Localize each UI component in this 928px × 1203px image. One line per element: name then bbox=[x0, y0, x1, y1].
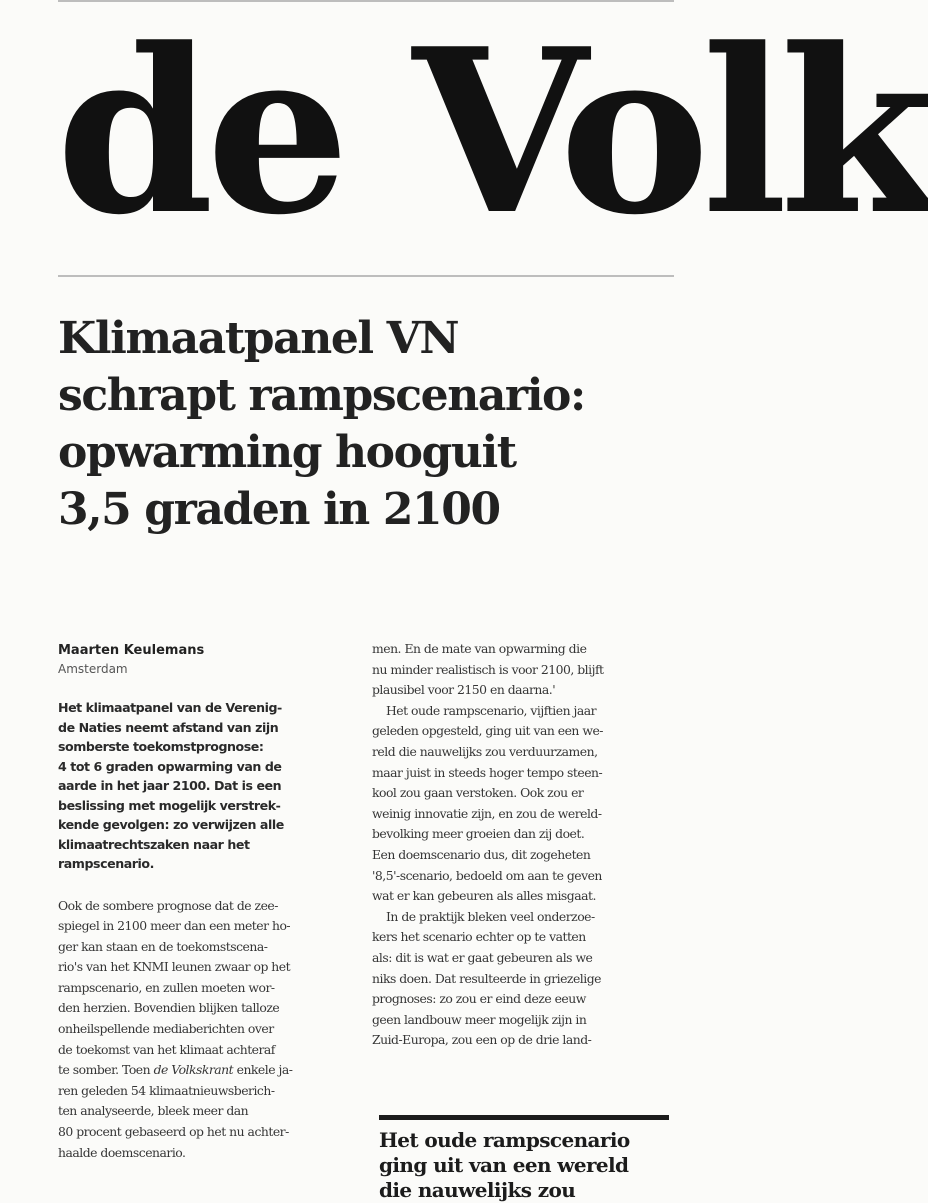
body-line: onheilspellende mediaberichten over bbox=[58, 1021, 274, 1037]
pullquote-rule bbox=[379, 1115, 669, 1120]
body-line: de toekomst van het klimaat achteraf bbox=[58, 1041, 275, 1057]
headline-line: schrapt rampscenario: bbox=[58, 370, 585, 421]
body-line: ger kan staan en de toekomstscena- bbox=[58, 938, 268, 954]
lead-line: klimaatrechtszaken naar het bbox=[58, 836, 250, 852]
body-text: te somber. Toen bbox=[58, 1062, 151, 1078]
lead-line: somberste toekomstprognose: bbox=[58, 739, 264, 754]
pullquote bbox=[379, 1128, 709, 1202]
body-line: In de praktijk bleken veel onderzoe- bbox=[386, 908, 595, 924]
pullquote-line: Het oude rampscenario bbox=[379, 1128, 630, 1152]
body-line: kool zou gaan verstoken. Ook zou er bbox=[372, 785, 584, 801]
body-paragraph bbox=[58, 896, 348, 1164]
body-line: 80 procent gebaseerd op het nu achter- bbox=[58, 1124, 289, 1140]
masthead-title: de Volk bbox=[56, 0, 928, 265]
lead-line: de Naties neemt afstand van zijn bbox=[58, 719, 279, 735]
pullquote-line: die nauwelijks zou bbox=[379, 1178, 576, 1202]
body-line: geen landbouw meer mogelijk zijn in bbox=[372, 1011, 587, 1027]
body-line: bevolking meer groeien dan zij doet. bbox=[372, 826, 585, 842]
body-line: rio's van het KNMI leunen zwaar op het bbox=[58, 959, 291, 975]
body-line: plausibel voor 2150 en daarna.' bbox=[372, 682, 556, 698]
headline-line: opwarming hooguit bbox=[58, 427, 516, 478]
body-line: nu minder realistisch is voor 2100, blijft bbox=[372, 661, 604, 677]
article-column-left bbox=[58, 642, 348, 1163]
lead-line: 4 tot 6 graden opwarming van de bbox=[58, 758, 282, 774]
body-line: ren geleden 54 klimaatnieuwsberich- bbox=[58, 1082, 275, 1098]
body-line: men. En de mate van opwarming die bbox=[372, 641, 587, 656]
body-line: haalde doemscenario. bbox=[58, 1144, 186, 1160]
article-column-right bbox=[372, 639, 672, 1051]
body-line-mixed bbox=[58, 1060, 348, 1081]
body-line: Het oude rampscenario, vijftien jaar bbox=[386, 702, 597, 718]
body-line: prognoses: zo zou er eind deze eeuw bbox=[372, 991, 586, 1007]
lead-paragraph bbox=[58, 698, 348, 874]
body-line: als: dit is wat er gaat gebeuren als we bbox=[372, 949, 593, 965]
body-line: spiegel in 2100 meer dan een meter ho- bbox=[58, 918, 291, 934]
body-line: wat er kan gebeuren als alles misgaat. bbox=[372, 888, 596, 904]
body-line: kers het scenario echter op te vatten bbox=[372, 929, 586, 945]
lead-line: kende gevolgen: zo verwijzen alle bbox=[58, 817, 284, 832]
pullquote-line: ging uit van een wereld bbox=[379, 1153, 629, 1177]
newspaper-name: de Volkskrant bbox=[153, 1062, 234, 1078]
body-line: Een doemscenario dus, dit zogeheten bbox=[372, 846, 591, 862]
headline-line: 3,5 graden in 2100 bbox=[58, 484, 500, 535]
body-line: maar juist in steeds hoger tempo steen- bbox=[372, 764, 603, 780]
masthead bbox=[56, 0, 928, 265]
lead-line: rampscenario. bbox=[58, 856, 154, 871]
byline-location: Amsterdam bbox=[58, 662, 128, 676]
body-text: enkele ja- bbox=[236, 1062, 293, 1078]
lead-line: aarde in het jaar 2100. Dat is een bbox=[58, 778, 282, 793]
body-line: ten analyseerde, bleek meer dan bbox=[58, 1103, 249, 1119]
body-line: geleden opgesteld, ging uit van een we- bbox=[372, 723, 603, 739]
body-line: niks doen. Dat resulteerde in griezelige bbox=[372, 970, 601, 986]
headline-line: Klimaatpanel VN bbox=[58, 313, 459, 364]
lead-line: Het klimaatpanel van de Verenig- bbox=[58, 700, 282, 715]
masthead-rule bbox=[58, 275, 674, 277]
body-line: '8,5'-scenario, bedoeld om aan te geven bbox=[372, 867, 602, 883]
body-line: reld die nauwelijks zou verduurzamen, bbox=[372, 743, 598, 759]
headline bbox=[58, 310, 698, 538]
byline-author: Maarten Keulemans bbox=[58, 643, 205, 658]
body-line: Ook de sombere prognose dat de zee- bbox=[58, 897, 278, 913]
body-line: Zuid-Europa, zou een op de drie land- bbox=[372, 1032, 592, 1048]
body-line: den herzien. Bovendien blijken talloze bbox=[58, 1000, 280, 1016]
body-line: weinig innovatie zijn, en zou de wereld- bbox=[372, 805, 602, 821]
body-line: rampscenario, en zullen moeten wor- bbox=[58, 979, 275, 995]
lead-line: beslissing met mogelijk verstrek- bbox=[58, 797, 281, 813]
